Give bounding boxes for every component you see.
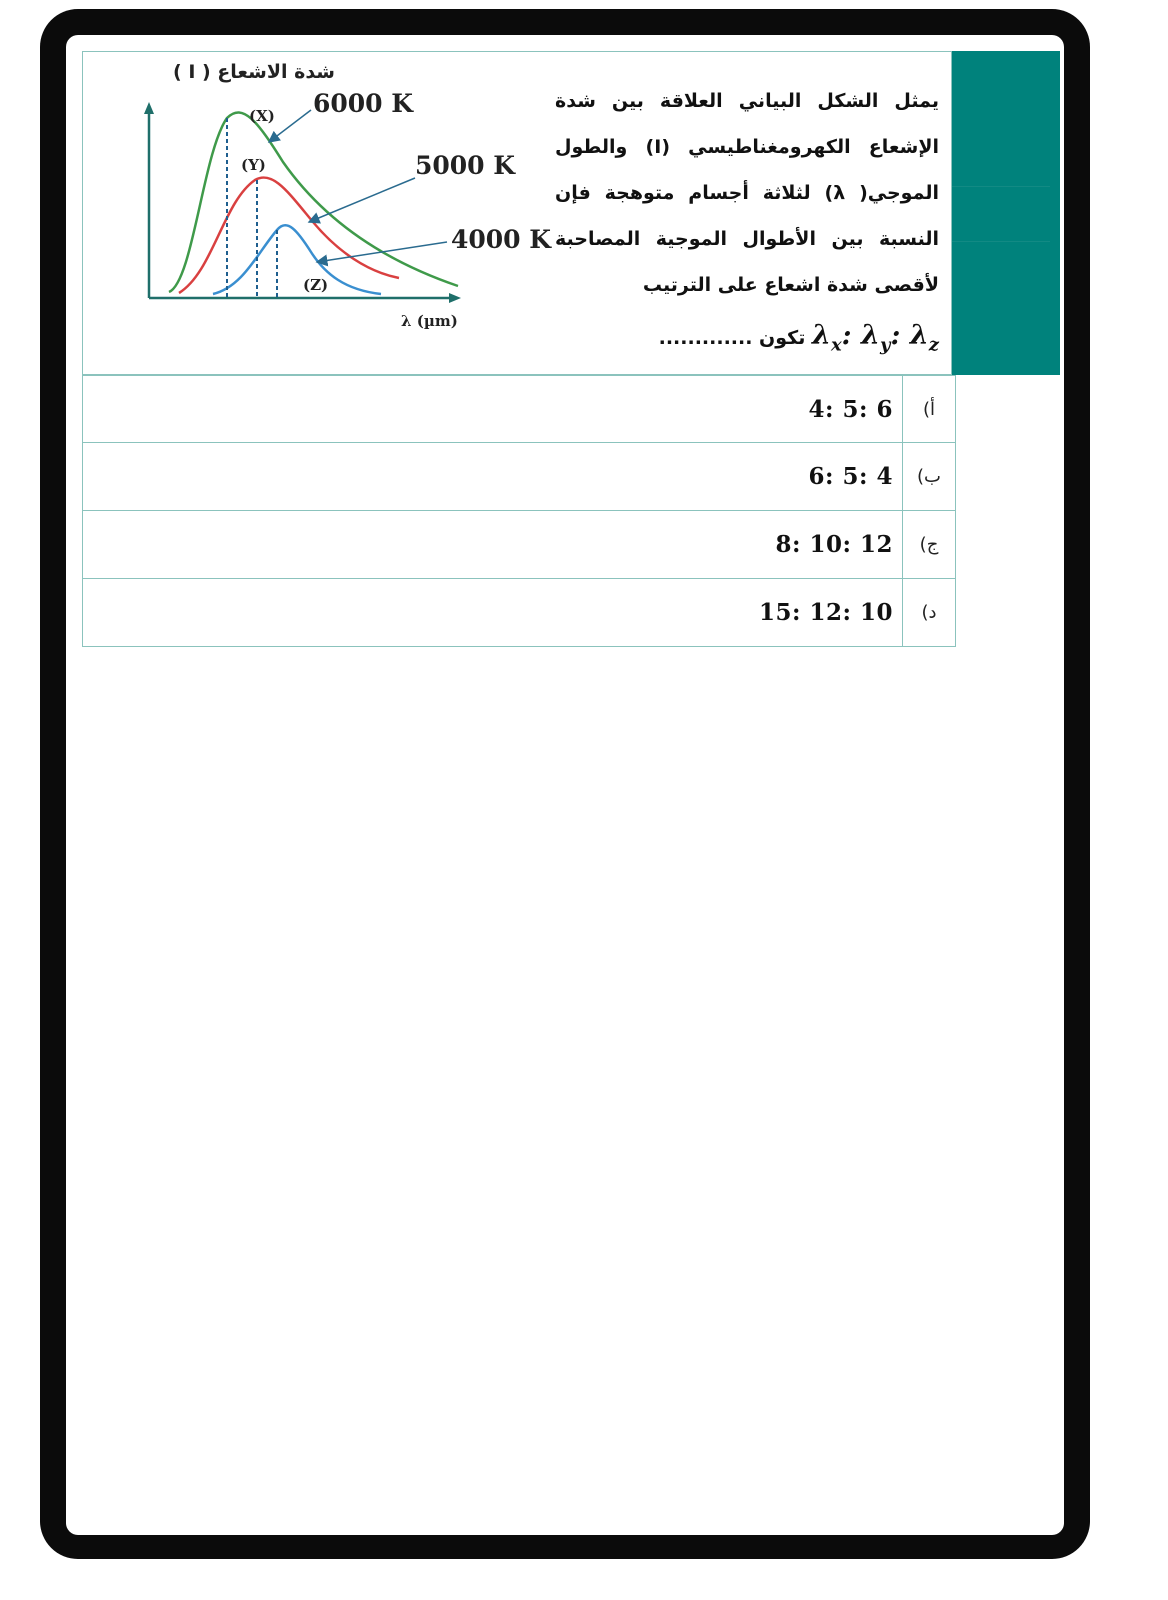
option-letter: أ) (902, 376, 955, 442)
series-z-label: (Z) (303, 276, 329, 294)
option-b[interactable] (82, 443, 956, 511)
option-c[interactable] (82, 511, 956, 579)
question-text: يمثل الشكل البياني العلاقة بين شدة الإشعاع الكهرومغناطيسي (I) والطول الموجي( λ) لثلاثة أجسام متوهجة فإن النسبة بين الأطوال الموجية المصاحبة لأقصى شدة اشعاع على الترتيب (555, 90, 939, 296)
pointer-5000 (309, 178, 415, 222)
y-axis-label: شدة الاشعاع ( I ) (173, 61, 335, 83)
option-letter: ج) (902, 511, 955, 578)
y-axis-arrow (144, 102, 154, 114)
answer-options (82, 375, 956, 647)
temp-label-6000: 6000 K (313, 89, 414, 118)
x-axis-label: λ (µm) (401, 312, 458, 330)
option-value: 4: 5: 6 (808, 395, 893, 423)
option-value: 15: 12: 10 (758, 599, 893, 626)
blackbody-chart (83, 52, 573, 342)
x-axis-arrow (449, 293, 461, 303)
wavelength-ratio: $\lambda_x$: $\lambda_y$: $\lambda_z$ (812, 320, 939, 356)
strip-divider (952, 186, 1050, 242)
question-cell (82, 51, 952, 375)
series-x-label: (X) (249, 107, 275, 125)
series-x-curve (169, 112, 458, 292)
question-ending (659, 320, 939, 355)
option-value: 8: 10: 12 (775, 531, 893, 558)
question-box (82, 51, 1062, 375)
pointer-6000 (269, 110, 311, 142)
question-suffix: تكون ............. (658, 327, 806, 349)
option-value: 6: 5: 4 (808, 463, 893, 490)
option-letter: ب) (902, 443, 955, 510)
option-a[interactable] (82, 375, 956, 443)
question-number-strip (952, 51, 1060, 375)
temp-label-4000: 4000 K (451, 225, 552, 254)
series-y-curve (179, 178, 399, 293)
option-letter: د) (902, 579, 955, 646)
worksheet-page (66, 35, 1064, 1535)
option-d[interactable] (82, 579, 956, 647)
series-y-label: (Y) (241, 156, 266, 174)
device-frame (40, 9, 1090, 1559)
temp-label-5000: 5000 K (415, 151, 516, 180)
